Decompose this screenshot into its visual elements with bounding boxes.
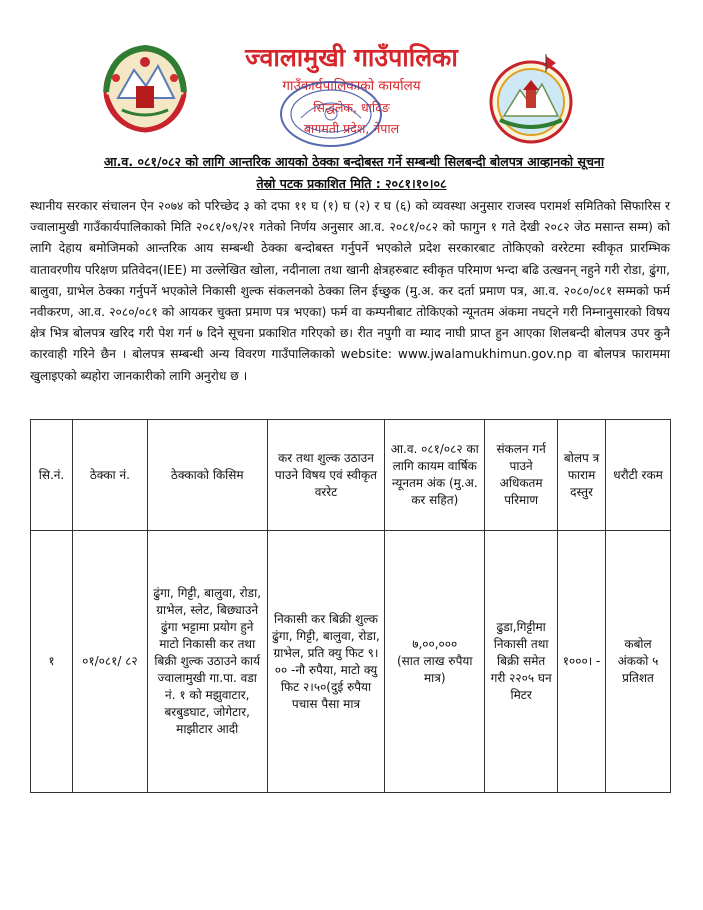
office-stamp-icon bbox=[276, 78, 386, 150]
tender-table bbox=[30, 419, 671, 793]
cell-form-fee: १०००। - bbox=[558, 531, 606, 793]
table-header-row bbox=[31, 420, 671, 531]
cell-deposit: कबोल अंकको ५ प्रतिशत bbox=[606, 531, 671, 793]
cell-rate-title: निकासी कर बिक्री शुल्क bbox=[273, 611, 378, 626]
col-header-min-amount: आ.व. ०८१/०८२ का लागि कायम वार्षिक न्यूनतम अंक (मु.अ. कर सहित) bbox=[385, 420, 485, 531]
cell-rate bbox=[267, 531, 385, 793]
notice-title: आ.व. ०८१/०८२ को लागि आन्तरिक आयको ठेक्का बन्दोबस्त गर्ने सम्बन्धी सिलबन्दी बोलपत्र आव्हानको सूचना bbox=[103, 154, 605, 169]
publish-date: तेस्रो पटक प्रकाशित मिति : २०८१।१०।०८ bbox=[256, 176, 447, 191]
col-header-rate: कर तथा शुल्क उठाउन पाउने विषय एवं स्वीकृत वररेट bbox=[267, 420, 385, 531]
cell-min-amount-words: (सात लाख रुपैया मात्र) bbox=[396, 654, 473, 685]
jwalamukhi-municipality-logo-icon bbox=[486, 50, 576, 146]
office-province: बागमती प्रदेश, नेपाल bbox=[303, 121, 400, 136]
col-header-contract-type: ठेक्काको किसिम bbox=[147, 420, 267, 531]
cell-rate-detail: ढुंगा, गिट्टी, बालुवा, रोडा, ग्राभेल, प्रति क्यु फिट ९।०० -नौ रुपैया, माटो क्यु फिट २।५०(दुई रुपैया पचास पैसा मात्र bbox=[272, 628, 380, 711]
letterhead bbox=[0, 0, 703, 150]
cell-contract-type: ढुंगा, गिट्टी, बालुवा, रोडा, ग्राभेल, स्लेट, बिछ्याउने ढुंगा भट्टामा प्रयोग हुने माटो निकासी कर तथा बिक्री शुल्क उठाउने कार्य ज्वालामुखी गा.पा. वडा नं. १ को मझुवाटार, बरबुडघाट, जोगेटार, माझीटार आदी bbox=[147, 531, 267, 793]
table-row bbox=[31, 531, 671, 793]
col-header-sn: सि.नं. bbox=[31, 420, 73, 531]
cell-sn: १ bbox=[31, 531, 73, 793]
cell-max-quantity: ढुडा,गिट्टीमा निकासी तथा बिक्री समेत गरी २२०५ घन मिटर bbox=[485, 531, 558, 793]
col-header-max-quantity: संकलन गर्न पाउने अधिकतम परिमाण bbox=[485, 420, 558, 531]
notice-paragraph: स्थानीय सरकार संचालन ऐन २०७४ को परिच्छेद ३ को दफा ११ घ (१) घ (२) र घ (६) को व्यवस्था अनुसार राजस्व परामर्श समितिको सिफारिस र ज्वालामुखी गाउँकार्यपालिकाको मिति २०८१/०९/२१ गतेको निर्णय अनुसार आ.व. २०८१/०८२ को फागुन १ गते देखी २०८२ जेठ मसान्त सम्म) को लागि देहाय बमोजिमको आन्तरिक आय सम्बन्धी ठेक्का बन्दोबस्त गर्नुपर्ने भएकोले प्रदेश सरकारबाट तोकिएको वररेटमा स्वीकृत प्रारम्भिक वातावरणीय परिक्षण प्रतिवेदन(IEE) मा उल्लेखित खोला, नदीनाला तथा खानी क्षेत्रहरुबाट स्वीकृत परिमाण भन्दा बढि उत्खनन् नहुने गरी रोडा, ढुंगा, बालुवा, ग्राभेल ठेक्का गर्नुपर्ने भएकोले निकासी शुल्क संकलनको ठेक्का लिन ईच्छुक (मु.अ. कर दर्ता प्रमाण पत्र, आ.व. २०८०/०८१ सम्मको फर्म नवीकरण, आ.व. २०८०/०८१ को आयकर चुक्ता प्रमाण पत्र भएका) फर्म वा कम्पनीबाट तोकिएको न्यूनतम अंकमा नघट्ने गरी निम्नानुसारको विषय क्षेत्र भित्र बोलपत्र खरिद गरी पेश गर्न ७ दिने सूचना प्रकाशित गरिएको छ। रीत नपुगी वा म्याद नाघी प्राप्त हुन आएका शिलबन्दी बोलपत्र उपर कुनै कारवाही गरिने छैन । बोलपत्र सम्बन्धी अन्य विवरण गाउँपालिकाको website: www.jwalamukhimun.gov.np वा बोलपत्र फाराममा खुलाइएको ब्यहोरा जानकारीको लागि अनुरोध छ । bbox=[30, 199, 670, 383]
cell-min-amount-figure: ७,००,००० bbox=[412, 637, 458, 651]
col-header-form-fee: बोलप त्र फाराम दस्तुर bbox=[558, 420, 606, 531]
office-location: सिद्धलेक, धादिङ bbox=[313, 100, 390, 115]
cell-contract-no: ०१/०८१/ ८२ bbox=[72, 531, 147, 793]
municipality-name: ज्वालामुखी गाउँपालिका bbox=[245, 43, 458, 72]
office-name: गाउँकार्यपालिकाको कार्यालय bbox=[282, 78, 421, 94]
col-header-deposit: धरौटी रकम bbox=[606, 420, 671, 531]
col-header-contract-no: ठेक्का नं. bbox=[72, 420, 147, 531]
cell-min-amount bbox=[385, 531, 485, 793]
